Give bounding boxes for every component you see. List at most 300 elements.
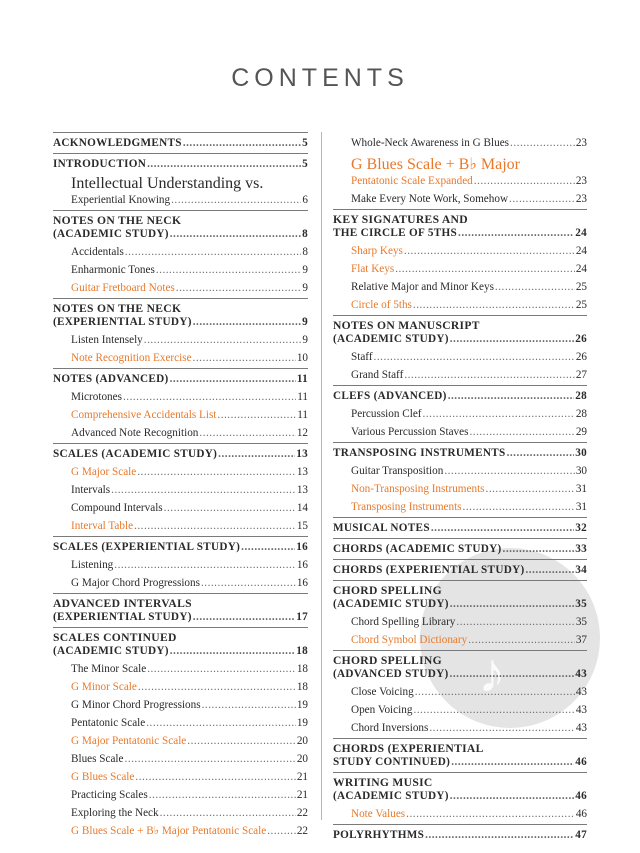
toc-entry[interactable] [53,245,308,259]
page-number: 19 [296,717,308,729]
page-number: 29 [575,426,587,438]
page-number: 21 [296,771,308,783]
dot-leader [450,667,575,681]
toc-entry-text: NOTES ON MANUSCRIPT [333,319,480,332]
dot-leader [406,807,575,821]
toc-entry-text: Interval Table [71,520,134,532]
toc-entry-text: Listening [71,559,114,571]
toc-entry-text: Experiential Knowing [71,194,171,206]
toc-entry-text: (EXPERIENTIAL STUDY) [53,316,192,328]
page-number: 46 [575,808,587,820]
toc-entry-text: CHORDS (ACADEMIC STUDY) [333,543,502,555]
dot-leader [144,333,302,347]
dot-leader [171,193,301,207]
dot-leader [193,351,296,365]
toc-section [333,136,587,206]
dot-leader [425,828,574,842]
toc-entry-text: Guitar Transposition [351,465,444,477]
dot-leader [267,824,296,838]
page-number: 11 [296,373,308,385]
toc-entry-text: Pentatonic Scale [71,717,146,729]
dot-leader [199,426,295,440]
dot-leader [218,447,295,461]
dot-leader [170,227,301,241]
page-number: 18 [296,645,308,657]
toc-entry-text: Listen Intensely [71,334,143,346]
toc-heading[interactable] [53,447,308,461]
page-number: 16 [296,559,308,571]
page-number: 18 [296,681,308,693]
toc-entry-text: CHORD SPELLING [333,584,442,597]
toc-entry[interactable] [53,483,308,497]
toc-section [333,209,587,312]
page-number: 33 [575,543,587,555]
toc-entry-text: (ACADEMIC STUDY) [53,228,169,240]
toc-entry-text: G Blues Scale [71,771,135,783]
toc-entry[interactable] [333,244,587,258]
dot-leader [134,519,296,533]
dot-leader [160,806,296,820]
dot-leader [507,446,575,460]
toc-heading[interactable] [53,540,308,554]
dot-leader [138,680,296,694]
dot-leader [111,483,296,497]
toc-heading[interactable] [333,319,587,346]
page-number: 34 [575,564,587,576]
toc-section [53,593,308,624]
dot-leader [456,615,574,629]
page-number: 32 [575,522,587,534]
page-number: 15 [296,520,308,532]
dot-leader [147,662,296,676]
page-number: 31 [575,483,587,495]
toc-section [333,772,587,821]
page-number: 30 [575,447,587,459]
page-number: 22 [296,807,308,819]
dot-leader [123,390,296,404]
page-number: 23 [575,137,587,149]
toc-entry-text: The Minor Scale [71,663,147,675]
toc-entry-text: INTRODUCTION [53,158,147,170]
dot-leader [183,136,301,150]
toc-entry-text: SCALES CONTINUED [53,631,177,644]
toc-entry-text: Intervals [71,484,111,496]
page-number: 31 [575,501,587,513]
toc-entry-text: Whole-Neck Awareness in G Blues [351,137,510,149]
toc-entry[interactable] [333,482,587,496]
toc-section [333,517,587,535]
toc-section [53,298,308,365]
toc-entry[interactable] [53,426,308,440]
dot-leader [429,721,574,735]
page-number: 24 [575,263,587,275]
dot-leader [448,389,575,403]
page-number: 27 [575,369,587,381]
toc-heading[interactable] [53,214,308,241]
toc-entry-text: Open Voicing [351,704,413,716]
toc-entry-text: CHORD SPELLING [333,654,442,667]
dot-leader [404,244,575,258]
toc-entry-text: Microtones [71,391,122,403]
toc-entry-text: MUSICAL NOTES [333,522,430,534]
page-number: 9 [302,316,308,328]
toc-entry-text: Practicing Scales [71,789,148,801]
toc-section [333,442,587,514]
toc-entry[interactable] [333,350,587,364]
dot-leader [170,644,295,658]
page-number: 28 [575,408,587,420]
toc-entry-text: Blues Scale [71,753,124,765]
dot-leader [413,703,574,717]
toc-heading[interactable] [53,157,308,171]
toc-entry-text: G Blues Scale + B♭ Major Pentatonic Scale [71,825,267,837]
page-number: 16 [296,541,308,553]
page-number: 13 [296,466,308,478]
toc-heading[interactable] [333,389,587,403]
dot-leader [413,298,575,312]
dot-leader [525,563,574,577]
toc-entry-text: (ADVANCED STUDY) [333,668,449,680]
page-number: 25 [575,281,587,293]
toc-entry-text: Relative Major and Minor Keys [351,281,494,293]
toc-entry-text: (EXPERIENTIAL STUDY) [53,611,192,623]
page-number: 12 [296,427,308,439]
dot-leader [451,755,574,769]
toc-entry[interactable] [333,703,587,717]
toc-section [333,385,587,439]
page-number: 26 [575,351,587,363]
toc-entry-text: Chord Spelling Library [351,616,456,628]
toc-entry[interactable] [53,806,308,820]
dot-leader [463,500,575,514]
dot-leader [450,789,574,803]
toc-section [333,538,587,556]
toc-section [53,368,308,440]
toc-entry-text: Comprehensive Accidentals List [71,409,217,421]
toc-right-column [333,132,587,845]
toc-entry-text: Note Recognition Exercise [71,352,192,364]
toc-section [333,738,587,769]
toc-heading[interactable] [53,136,308,150]
toc-entry-text: Exploring the Neck [71,807,159,819]
toc-entry-text: SCALES (EXPERIENTIAL STUDY) [53,541,241,553]
toc-entry-text: Chord Symbol Dictionary [351,634,468,646]
toc-heading[interactable] [53,631,308,658]
toc-entry-text: Various Percussion Staves [351,426,469,438]
dot-leader [509,192,575,206]
toc-section [333,559,587,577]
toc-heading[interactable] [333,213,587,240]
toc-entry[interactable] [53,351,308,365]
dot-leader [423,407,575,421]
toc-entry-text: Transposing Instruments [351,501,462,513]
toc-section [333,580,587,647]
toc-entry[interactable] [333,633,587,647]
dot-leader [147,157,301,171]
toc-entry[interactable] [53,680,308,694]
page-number: 18 [296,663,308,675]
column-divider [321,132,322,820]
toc-entry-text: Grand Staff [351,369,404,381]
page-number: 21 [296,789,308,801]
toc-entry[interactable] [53,558,308,572]
toc-heading[interactable] [333,521,587,535]
toc-entry-text: WRITING MUSIC [333,776,433,789]
dot-leader [114,558,296,572]
dot-leader [241,540,295,554]
toc-entry-text: TRANSPOSING INSTRUMENTS [333,447,506,459]
toc-entry-text: ACKNOWLEDGMENTS [53,137,182,149]
toc-entry-text: Flat Keys [351,263,395,275]
toc-entry-text: Percussion Clef [351,408,422,420]
dot-leader [149,788,296,802]
toc-section [53,443,308,533]
page-number: 43 [575,686,587,698]
page-number: 20 [296,753,308,765]
page-number: 43 [575,668,587,680]
page-number: 35 [575,616,587,628]
toc-heading[interactable] [53,597,308,624]
page-number: 24 [575,227,587,239]
toc-entry[interactable] [333,136,587,150]
dot-leader [176,281,302,295]
toc-entry[interactable] [53,465,308,479]
toc-entry-text: NOTES (ADVANCED) [53,373,169,385]
page-number: 22 [296,825,308,837]
toc-entry-text: (ACADEMIC STUDY) [53,645,169,657]
toc-section [53,210,308,295]
dot-leader [146,716,296,730]
toc-entry[interactable] [333,425,587,439]
toc-entry[interactable] [333,721,587,735]
page-number: 9 [302,282,308,294]
toc-entry-text: ADVANCED INTERVALS [53,597,192,610]
toc-entry-text: (ACADEMIC STUDY) [333,598,449,610]
dot-leader [450,332,574,346]
page-number: 13 [296,448,308,460]
toc-entry-text: Sharp Keys [351,245,403,257]
dot-leader [404,368,575,382]
page-number: 43 [575,722,587,734]
toc-entry[interactable] [333,368,587,382]
toc-entry-text: Non-Transposing Instruments [351,483,485,495]
page-number: 17 [296,611,308,623]
toc-heading[interactable] [53,372,308,386]
toc-entry[interactable] [333,615,587,629]
toc-section [53,153,308,207]
toc-entry-text: G Minor Chord Progressions [71,699,201,711]
toc-entry-text: G Minor Scale [71,681,137,693]
toc-entry[interactable] [53,390,308,404]
page-number: 8 [302,228,308,240]
toc-entry[interactable] [53,263,308,277]
toc-entry[interactable] [333,464,587,478]
toc-section [333,650,587,735]
toc-heading[interactable] [333,584,587,611]
dot-leader [415,685,575,699]
toc-entry-text: G Major Chord Progressions [71,577,200,589]
page-number: 43 [575,704,587,716]
page-number: 20 [296,735,308,747]
page-number: 23 [575,175,587,187]
toc-entry[interactable] [53,770,308,784]
toc-entry-text: Enharmonic Tones [71,264,155,276]
dot-leader [193,610,295,624]
toc-entry-text: Chord Inversions [351,722,429,734]
toc-entry-text: NOTES ON THE NECK [53,302,182,315]
dot-leader [187,734,296,748]
dot-leader [201,576,296,590]
toc-entry[interactable] [333,407,587,421]
toc-entry-text: NOTES ON THE NECK [53,214,182,227]
toc-heading[interactable] [333,542,587,556]
page-number: 5 [302,158,308,170]
toc-entry-text: Advanced Note Recognition [71,427,199,439]
toc-entry[interactable] [53,788,308,802]
page-number: 13 [296,484,308,496]
toc-entry-text: CLEFS (ADVANCED) [333,390,447,402]
page-number: 23 [575,193,587,205]
page-number: 46 [575,756,587,768]
page-number: 8 [302,246,308,258]
page-number: 11 [297,409,308,421]
toc-entry-text: Staff [351,351,373,363]
toc-entry-text: G Blues Scale + B♭ Major [351,156,520,173]
toc-entry-text: CHORDS (EXPERIENTIAL STUDY) [333,564,525,576]
dot-leader [395,262,575,276]
toc-entry[interactable] [333,192,587,206]
toc-heading[interactable] [333,563,587,577]
dot-leader [156,263,302,277]
dot-leader [450,597,574,611]
dot-leader [217,408,296,422]
toc-heading[interactable] [333,742,587,769]
toc-entry-text: THE CIRCLE OF 5THS [333,227,458,239]
dot-leader [135,770,295,784]
dot-leader [444,464,575,478]
toc-entry-text: Pentatonic Scale Expanded [351,175,473,187]
page-number: 37 [575,634,587,646]
toc-entry-text: G Major Scale [71,466,137,478]
toc-entry-text: G Major Pentatonic Scale [71,735,187,747]
page-number: 25 [575,299,587,311]
toc-entry[interactable] [333,500,587,514]
dot-leader [458,226,574,240]
toc-entry[interactable] [53,824,308,838]
dot-leader [193,315,301,329]
toc-entry[interactable] [53,734,308,748]
toc-entry[interactable] [333,807,587,821]
dot-leader [510,136,575,150]
toc-entry[interactable] [53,662,308,676]
page-number: 11 [297,391,308,403]
page-number: 14 [296,502,308,514]
toc-entry-text: POLYRHYTHMS [333,829,425,841]
page-number: 16 [296,577,308,589]
toc-entry[interactable] [53,716,308,730]
page-number: 26 [575,333,587,345]
dot-leader [486,482,575,496]
dot-leader [469,425,574,439]
dot-leader [503,542,575,556]
dot-leader [495,280,575,294]
toc-heading[interactable] [53,302,308,329]
toc-section [333,824,587,842]
toc-entry-text: (ACADEMIC STUDY) [333,790,449,802]
toc-entry[interactable] [333,298,587,312]
toc-entry-text: Guitar Fretboard Notes [71,282,175,294]
toc-entry-text: Close Voicing [351,686,414,698]
page-number: 47 [575,829,587,841]
toc-heading[interactable] [333,776,587,803]
toc-heading[interactable] [333,654,587,681]
page-number: 9 [302,334,308,346]
toc-entry-text: SCALES (ACADEMIC STUDY) [53,448,218,460]
toc-entry[interactable] [333,262,587,276]
page-number: 5 [302,137,308,149]
toc-entry[interactable] [53,501,308,515]
page-title: CONTENTS [231,64,409,92]
page-number: 6 [302,194,308,206]
page-number: 9 [302,264,308,276]
toc-entry[interactable] [333,685,587,699]
toc-entry[interactable] [53,698,308,712]
toc-entry[interactable] [53,333,308,347]
dot-leader [170,372,296,386]
toc-entry[interactable] [53,408,308,422]
dot-leader [468,633,575,647]
toc-entry-text: Circle of 5ths [351,299,412,311]
toc-entry[interactable] [53,752,308,766]
toc-section [53,536,308,590]
toc-entry-text: Make Every Note Work, Somehow [351,193,509,205]
toc-heading[interactable] [333,446,587,460]
page-number: 30 [575,465,587,477]
dot-leader [164,501,296,515]
toc-entry-text: CHORDS (EXPERIENTIAL [333,742,484,755]
toc-entry-text: Note Values [351,808,406,820]
toc-heading[interactable] [333,828,587,842]
watermark-icon: ♪ [478,641,506,704]
dot-leader [431,521,574,535]
toc-section [53,132,308,150]
toc-entry[interactable] [333,154,587,188]
page-number: 46 [575,790,587,802]
dot-leader [125,752,296,766]
page-number: 35 [575,598,587,610]
toc-entry-text: Compound Intervals [71,502,163,514]
toc-entry[interactable] [53,576,308,590]
dot-leader [474,174,575,188]
page-number: 10 [296,352,308,364]
dot-leader [202,698,296,712]
toc-entry[interactable] [53,519,308,533]
page-number: 24 [575,245,587,257]
page-number: 28 [575,390,587,402]
dot-leader [137,465,296,479]
toc-entry-text: Intellectual Understanding vs. [71,175,264,192]
page-number: 19 [296,699,308,711]
toc-section [53,627,308,838]
toc-entry[interactable] [53,281,308,295]
toc-entry-text: STUDY CONTINUED) [333,756,451,768]
toc-entry-text: (ACADEMIC STUDY) [333,333,449,345]
toc-section [333,315,587,382]
toc-entry-text: Accidentals [71,246,124,258]
toc-entry[interactable] [333,280,587,294]
toc-entry-text: KEY SIGNATURES AND [333,213,468,226]
toc-entry[interactable] [53,175,308,207]
